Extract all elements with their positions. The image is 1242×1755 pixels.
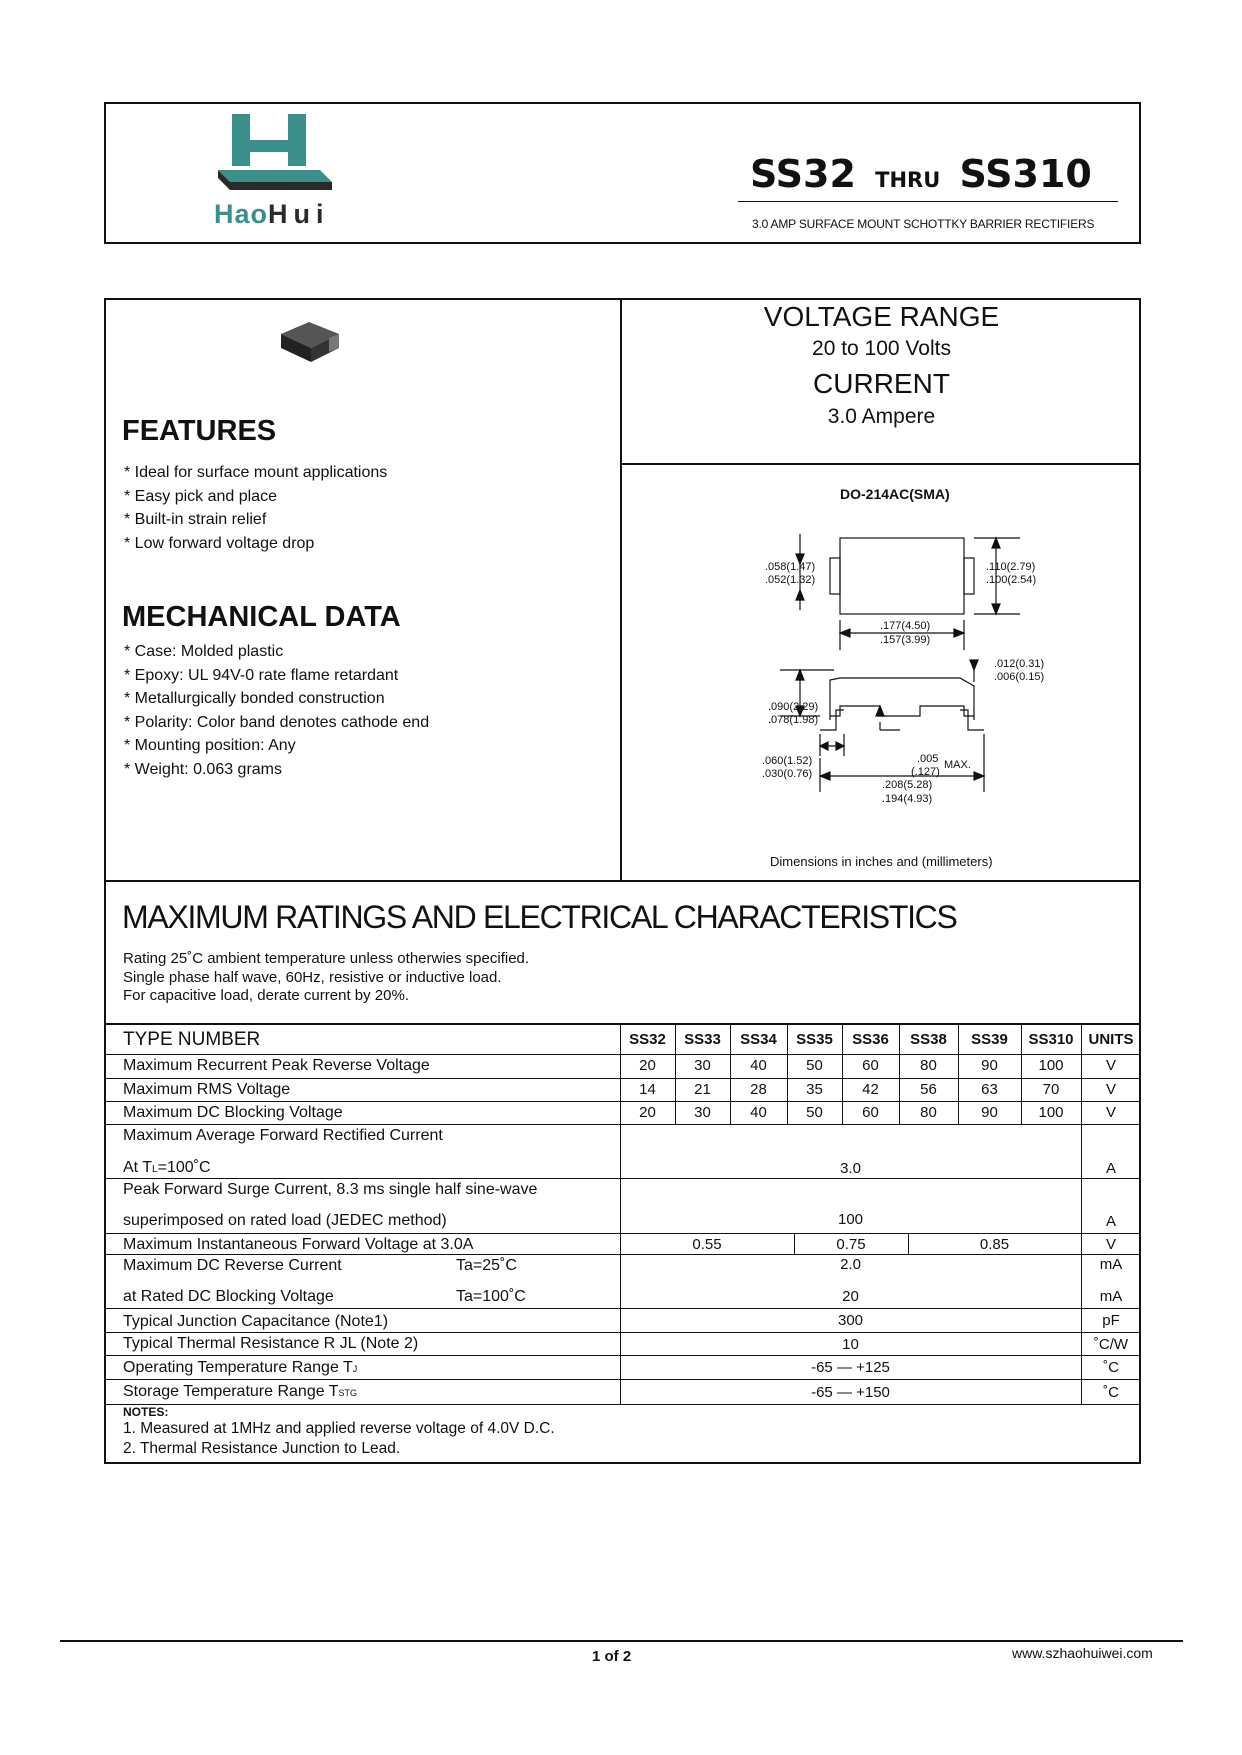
row-value: 80 xyxy=(920,1057,937,1074)
units-header: UNITS xyxy=(1088,1031,1134,1048)
summary-divider xyxy=(620,463,1141,465)
surge-unit: A xyxy=(1105,1213,1116,1230)
surge-label-2: superimposed on rated load (JEDEC method) xyxy=(123,1212,447,1229)
vf-label: Maximum Instantaneous Forward Voltage at 3.0A xyxy=(123,1236,474,1253)
op-temp-value: -65 — +125 xyxy=(811,1359,890,1376)
dim-f2: .030(0.76) xyxy=(762,768,813,780)
brand-name xyxy=(214,199,330,230)
voltage-range-title: VOLTAGE RANGE xyxy=(763,301,1000,332)
component-chip-icon xyxy=(275,318,345,370)
type-header: SS38 xyxy=(910,1031,947,1048)
row-value: 60 xyxy=(862,1057,879,1074)
dim-g1: .005 xyxy=(917,753,939,765)
dim-h1: .208(5.28) xyxy=(882,779,933,791)
dimension-note: Dimensions in inches and (millimeters) xyxy=(770,854,993,869)
row-value: 20 xyxy=(639,1057,656,1074)
ir-unit-2: mA xyxy=(1099,1288,1123,1305)
page-number: 1 of 2 xyxy=(592,1648,632,1665)
dim-d2: .006(0.15) xyxy=(994,671,1045,683)
mechanical-title: MECHANICAL DATA xyxy=(122,601,401,633)
type-header-row xyxy=(620,1031,1165,1051)
stg-temp-label xyxy=(123,1383,357,1401)
row-value: 63 xyxy=(981,1081,998,1098)
stg-temp-value: -65 — +150 xyxy=(811,1384,890,1401)
op-temp-label xyxy=(123,1359,357,1377)
row-unit: V xyxy=(1105,1057,1116,1074)
row-value: 21 xyxy=(694,1081,711,1098)
dim-a1: .058(1.47) xyxy=(765,561,816,573)
table-row xyxy=(0,1079,1242,1101)
avg-current-temp: =100˚C xyxy=(157,1159,211,1176)
type-header: SS34 xyxy=(740,1031,777,1048)
dim-d1: .012(0.31) xyxy=(994,658,1045,670)
stg-temp-unit: ˚C xyxy=(1103,1384,1119,1401)
rating-note: Single phase half wave, 60Hz, resistive or inductive load. xyxy=(123,968,502,986)
list-item: * Epoxy: UL 94V-0 rate flame retardant xyxy=(124,666,399,684)
type-header: SS35 xyxy=(796,1031,833,1048)
avg-current-label: Maximum Average Forward Rectified Current xyxy=(123,1127,443,1144)
vf-value-1: 0.55 xyxy=(692,1236,722,1253)
table-row xyxy=(0,1102,1242,1124)
cap-unit: pF xyxy=(1102,1312,1120,1329)
ir-label-2: at Rated DC Blocking Voltage xyxy=(123,1288,334,1305)
website-link[interactable]: www.szhaohuiwei.com xyxy=(1012,1645,1153,1661)
type-header: SS33 xyxy=(684,1031,721,1048)
avg-current-t: At T xyxy=(123,1159,153,1176)
row-value: 90 xyxy=(981,1057,998,1074)
list-item: * Built-in strain relief xyxy=(124,511,267,528)
rating-note: For capacitive load, derate current by 20%. xyxy=(123,987,409,1004)
row-value: 100 xyxy=(1038,1104,1064,1121)
row-value: 30 xyxy=(694,1057,711,1074)
cap-value: 300 xyxy=(837,1312,864,1329)
row-value: 90 xyxy=(981,1104,998,1121)
row-value: 80 xyxy=(920,1104,937,1121)
summary-panel xyxy=(622,300,1141,430)
op-temp-unit: ˚C xyxy=(1103,1359,1119,1376)
vf-value-3: 0.85 xyxy=(979,1236,1010,1253)
current-value: 3.0 Ampere xyxy=(827,405,936,428)
row-value: 35 xyxy=(806,1081,823,1098)
avg-current-value: 3.0 xyxy=(840,1160,861,1177)
type-header: SS39 xyxy=(971,1031,1008,1048)
list-item: * Case: Molded plastic xyxy=(124,643,284,660)
row-value: 30 xyxy=(694,1104,711,1121)
cap-label: Typical Junction Capacitance (Note1) xyxy=(123,1313,389,1330)
row-value: 70 xyxy=(1042,1081,1060,1098)
haohui-logo-icon xyxy=(210,110,340,198)
list-item: * Polarity: Color band denotes cathode end xyxy=(124,713,430,731)
thru-label: THRU xyxy=(875,168,941,192)
footnotes xyxy=(123,1419,555,1459)
type-header: SS36 xyxy=(852,1031,889,1048)
brand-hao: Hao xyxy=(214,199,269,229)
avg-current-sub: L xyxy=(152,1164,158,1175)
dim-g2: (.127) xyxy=(911,766,940,778)
row-value: 42 xyxy=(862,1081,879,1098)
ratings-title: MAXIMUM RATINGS AND ELECTRICAL CHARACTERISTICS xyxy=(122,899,957,935)
package-name: DO-214AC(SMA) xyxy=(840,486,950,502)
therm-value: 10 xyxy=(842,1336,859,1353)
row-label: Maximum RMS Voltage xyxy=(123,1081,291,1098)
therm-label: Typical Thermal Resistance R JL (Note 2) xyxy=(123,1335,419,1352)
row-unit: V xyxy=(1105,1081,1116,1098)
row-value: 28 xyxy=(750,1081,767,1098)
ir-value-2: 20 xyxy=(842,1288,859,1305)
dim-c2: .157(3.99) xyxy=(880,634,931,646)
brand-hui: Hui xyxy=(268,199,330,229)
footer-rule xyxy=(60,1640,1183,1642)
avg-current-condition xyxy=(123,1159,211,1177)
ir-cond-2: Ta=100˚C xyxy=(456,1288,526,1305)
model-end: SS310 xyxy=(959,152,1092,196)
page-title xyxy=(750,152,1092,196)
dim-b1: .110(2.79) xyxy=(986,561,1036,573)
ir-value-1: 2.0 xyxy=(840,1256,861,1273)
dim-g3: MAX. xyxy=(944,759,971,771)
list-item: * Mounting position: Any xyxy=(124,737,296,754)
dim-e1: .090(2.29) xyxy=(768,701,819,713)
section-divider xyxy=(104,880,1141,882)
type-header: SS32 xyxy=(629,1031,666,1048)
features-title: FEATURES xyxy=(122,415,277,447)
mechanical-list xyxy=(124,640,429,781)
dim-c1: .177(4.50) xyxy=(880,620,931,632)
row-unit: V xyxy=(1105,1104,1116,1121)
voltage-range-value: 20 to 100 Volts xyxy=(812,337,951,360)
dim-f1: .060(1.52) xyxy=(762,755,813,767)
list-item: * Low forward voltage drop xyxy=(124,534,315,552)
ir-unit-1: mA xyxy=(1099,1256,1123,1273)
vf-value-2: 0.75 xyxy=(836,1236,866,1253)
row-value: 50 xyxy=(806,1057,823,1074)
rating-note: Rating 25˚C ambient temperature unless otherwies specified. xyxy=(123,950,530,967)
notes-title: NOTES: xyxy=(123,1405,169,1419)
row-value: 100 xyxy=(1038,1057,1064,1074)
list-item: * Ideal for surface mount applications xyxy=(124,464,388,481)
footnote: 1. Measured at 1MHz and applied reverse voltage of 4.0V D.C. xyxy=(123,1420,555,1437)
header-subtitle: 3.0 AMP SURFACE MOUNT SCHOTTKY BARRIER RECTIFIERS xyxy=(752,217,1095,231)
row-value: 60 xyxy=(862,1104,879,1121)
ratings-notes xyxy=(123,950,529,1006)
type-header: SS310 xyxy=(1028,1031,1074,1048)
features-list xyxy=(124,461,387,555)
ir-cond-1: Ta=25˚C xyxy=(456,1257,517,1274)
row-label: Maximum Recurrent Peak Reverse Voltage xyxy=(123,1057,430,1074)
row-value: 40 xyxy=(750,1104,767,1121)
list-item: * Easy pick and place xyxy=(124,487,277,505)
row-value: 14 xyxy=(639,1081,656,1098)
footnote: 2. Thermal Resistance Junction to Lead. xyxy=(123,1440,401,1457)
stg-temp-text: Storage Temperature Range T xyxy=(123,1383,339,1400)
list-item: * Weight: 0.063 grams xyxy=(124,760,283,778)
row-value: 50 xyxy=(806,1104,823,1121)
op-temp-sub: J xyxy=(352,1364,358,1374)
avg-current-unit: A xyxy=(1105,1160,1116,1177)
dim-e2: .078(1.98) xyxy=(768,714,819,726)
dim-b2: .100(2.54) xyxy=(986,574,1037,586)
model-start: SS32 xyxy=(750,152,856,196)
row-value: 40 xyxy=(750,1057,767,1074)
row-label: Maximum DC Blocking Voltage xyxy=(123,1104,343,1121)
row-value: 20 xyxy=(639,1104,656,1121)
op-temp-text: Operating Temperature Range T xyxy=(123,1359,353,1376)
vf-unit: V xyxy=(1105,1236,1116,1253)
stg-temp-sub: STG xyxy=(338,1388,358,1398)
type-number-header: TYPE NUMBER xyxy=(123,1029,261,1050)
surge-label: Peak Forward Surge Current, 8.3 ms single half sine-wave xyxy=(123,1181,538,1198)
list-item: * Metallurgically bonded construction xyxy=(124,690,385,707)
therm-unit: ˚C/W xyxy=(1093,1336,1129,1353)
ir-label: Maximum DC Reverse Current xyxy=(123,1257,342,1274)
surge-value: 100 xyxy=(837,1211,864,1228)
table-row xyxy=(0,1055,1242,1077)
current-title: CURRENT xyxy=(813,368,950,399)
dim-a2: .052(1.32) xyxy=(765,574,816,586)
dim-h2: .194(4.93) xyxy=(882,793,933,805)
title-underline xyxy=(738,201,1118,202)
row-value: 56 xyxy=(920,1081,937,1098)
